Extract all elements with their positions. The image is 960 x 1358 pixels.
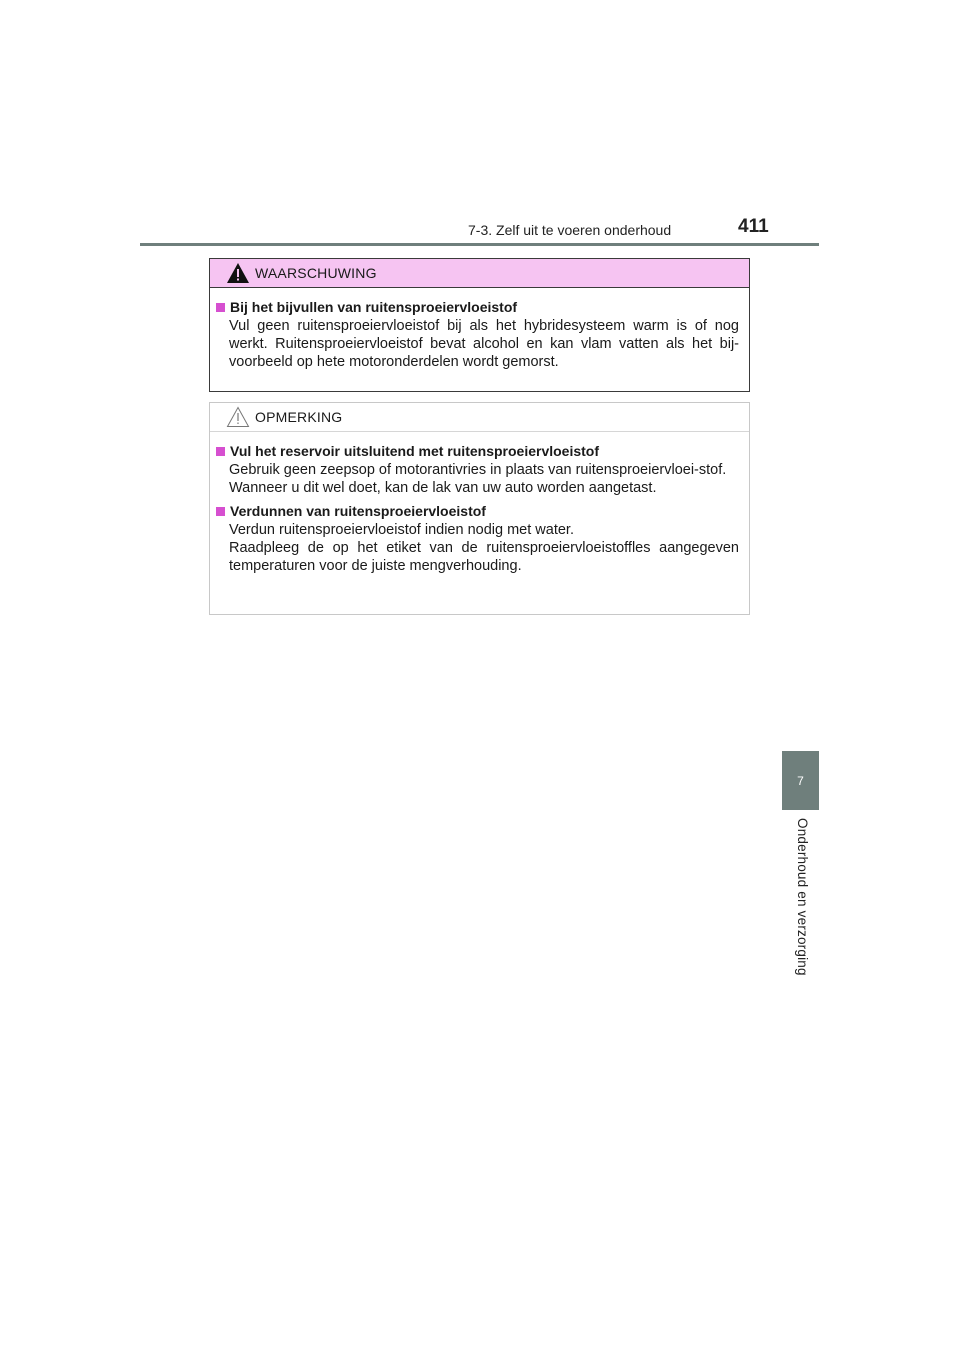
chapter-side-label: Onderhoud en verzorging [795, 818, 810, 976]
notice-paragraph: Raadpleeg de op het etiket van de ruitensproeiervloeistoffles aangegeven temperaturen voor de juiste mengverhouding. [229, 540, 739, 574]
notice-header [210, 403, 749, 432]
warning-item-text [216, 317, 739, 371]
notice-item-text [216, 461, 739, 497]
warning-paragraph: Vul geen ruitensproeiervloeistof bij als het hybridesysteem warm is of nog werkt. Ruitensproeiervloeistof bevat alcohol en kan vlam vatten als het bij-voorbeeld op hete motoronderdelen wordt gemorst. [229, 318, 739, 370]
chapter-number: 7 [797, 773, 804, 788]
square-bullet-icon [216, 507, 225, 516]
notice-body [210, 432, 749, 575]
square-bullet-icon [216, 303, 225, 312]
warning-box [209, 258, 750, 392]
warning-triangle-icon [226, 262, 250, 284]
notice-paragraph: Wanneer u dit wel doet, kan de lak van uw auto worden aangetast. [229, 480, 657, 496]
notice-item-heading [216, 441, 739, 461]
warning-title: WAARSCHUWING [255, 265, 377, 281]
page-number: 411 [738, 216, 769, 237]
notice-item-text [216, 521, 739, 575]
warning-item-heading [216, 297, 739, 317]
warning-item-heading-text: Bij het bijvullen van ruitensproeiervloeistof [230, 299, 518, 315]
notice-item-heading-text: Verdunnen van ruitensproeiervloeistof [230, 503, 486, 519]
notice-paragraph: Gebruik geen zeepsop of motorantivries in plaats van ruitensproeiervloei-stof. [229, 462, 727, 478]
header-rule [140, 243, 819, 246]
chapter-tab [782, 751, 819, 810]
notice-title: OPMERKING [255, 409, 343, 425]
square-bullet-icon [216, 447, 225, 456]
caution-triangle-outline-icon [226, 406, 250, 428]
header-section-title: 7-3. Zelf uit te voeren onderhoud [468, 222, 672, 238]
warning-header [210, 259, 749, 288]
notice-item-heading [216, 501, 739, 521]
warning-body [210, 288, 749, 371]
notice-box [209, 402, 750, 615]
notice-item-heading-text: Vul het reservoir uitsluitend met ruitensproeiervloeistof [230, 443, 600, 459]
notice-paragraph: Verdun ruitensproeiervloeistof indien nodig met water. [229, 522, 574, 538]
